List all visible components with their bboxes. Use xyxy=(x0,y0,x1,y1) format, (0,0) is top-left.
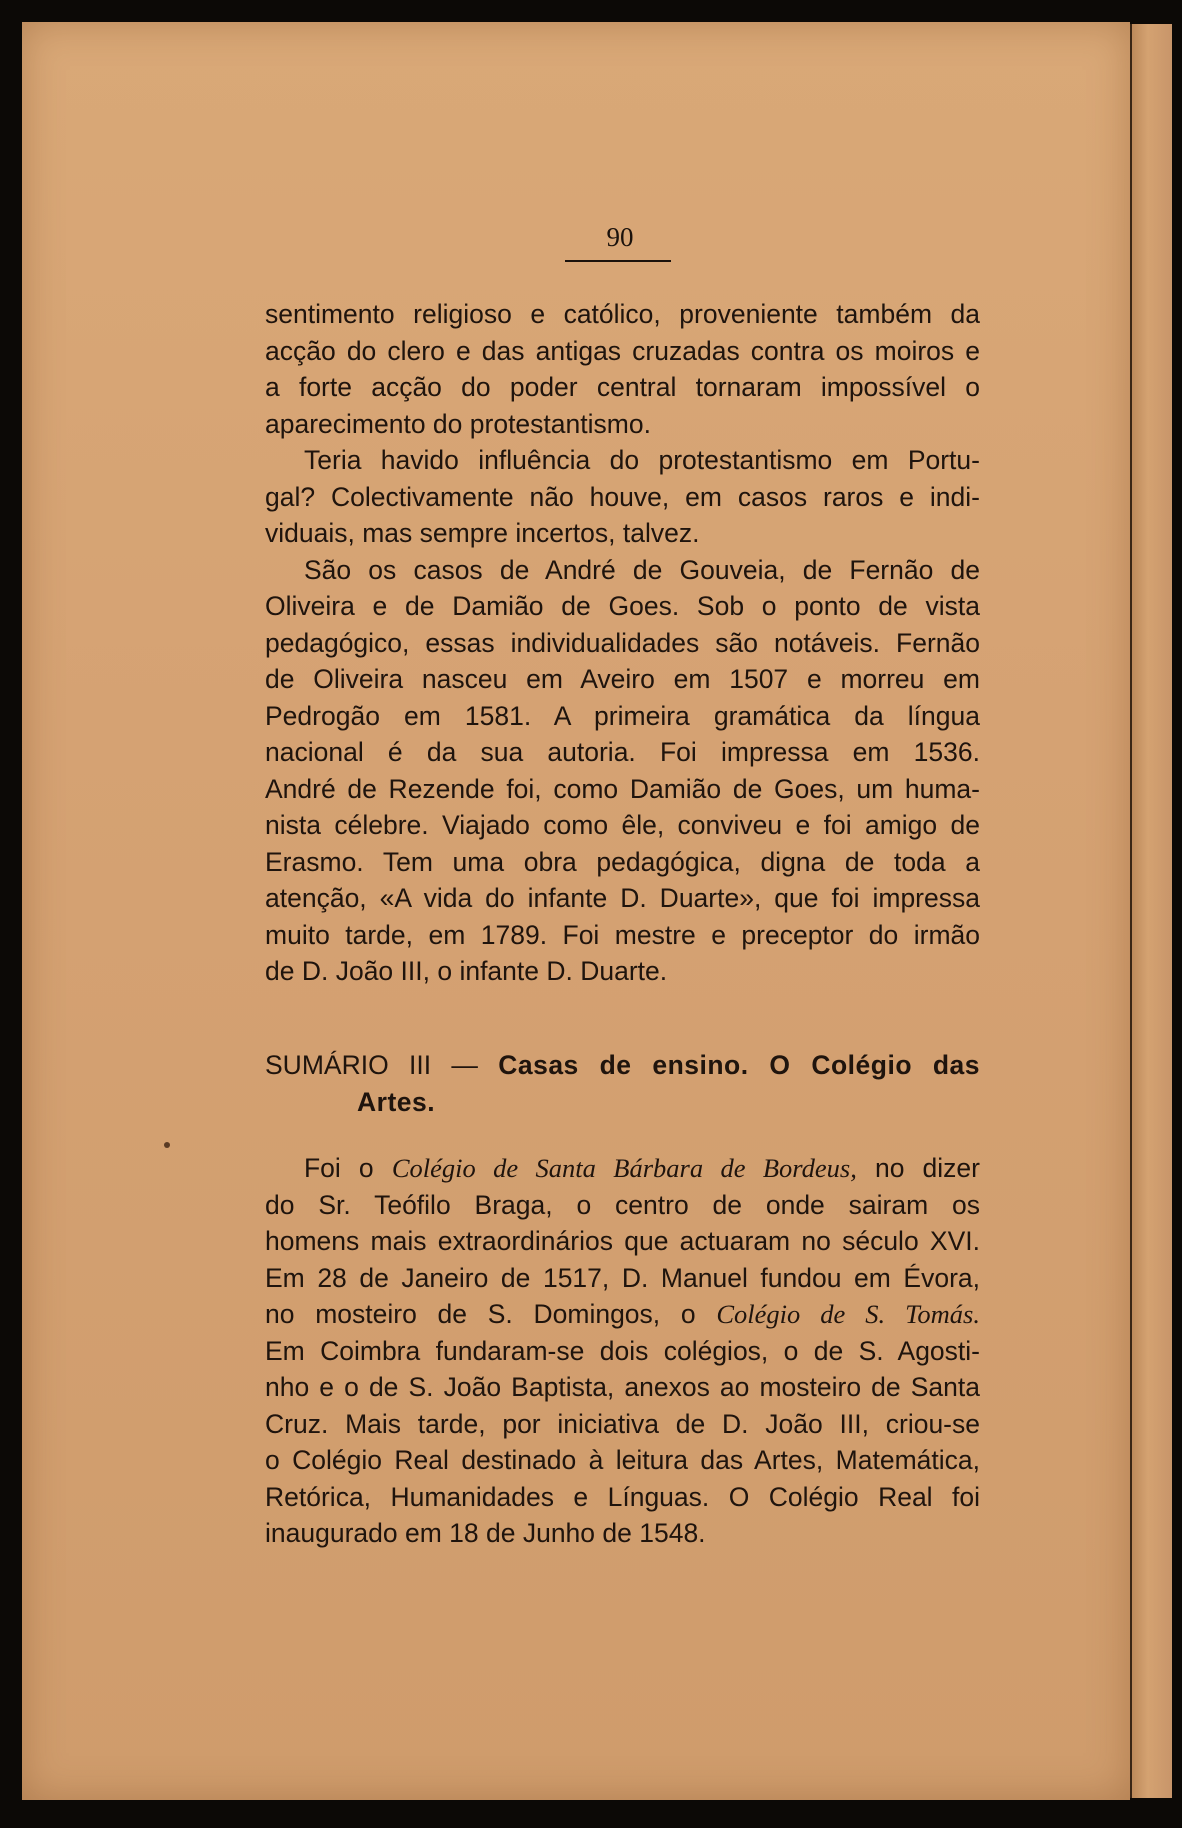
text-line: aparecimento do protestantismo. xyxy=(265,408,651,439)
page-number: 90 xyxy=(606,222,634,252)
summary-label: SUMÁRIO III — xyxy=(265,1050,478,1080)
text-line xyxy=(265,1296,980,1333)
text-line: de Oliveira nasceu em Aveiro em 1507 e morreu em xyxy=(265,664,980,694)
text-line: André de Rezende foi, como Damião de Goes, um huma- xyxy=(265,773,980,804)
text-line: Em Coimbra fundaram-se dois colégios, o de S. Agosti- xyxy=(265,1335,980,1366)
text-line: viduais, mas sempre incertos, talvez. xyxy=(265,518,700,548)
summary-line xyxy=(265,1047,980,1084)
text-line: do Sr. Teófilo Braga, o centro de onde sairam os xyxy=(265,1189,980,1220)
text-line: Cruz. Mais tarde, por iniciativa de D. João III, criou-se xyxy=(265,1408,980,1439)
text-line: de D. João III, o infante D. Duarte. xyxy=(265,956,668,986)
text-line: Oliveira e de Damião de Goes. Sob o ponto de vista xyxy=(265,591,980,621)
text-line: nacional é da sua autoria. Foi impressa em 1536. xyxy=(265,737,980,767)
text-fragment: no dizer xyxy=(874,1153,980,1183)
text-fragment: no mosteiro de S. Domingos, o xyxy=(265,1299,696,1329)
summary-title-continued: Artes. xyxy=(357,1086,436,1117)
text-line: muito tarde, em 1789. Foi mestre e preceptor do irmão xyxy=(265,919,980,950)
italic-title: Colégio de Santa Bárbara de Bordeus, xyxy=(391,1153,857,1183)
text-line: Retórica, Humanidades e Línguas. O Colégio Real foi xyxy=(265,1481,980,1512)
text-line: nho e o de S. João Baptista, anexos ao mosteiro de Santa xyxy=(265,1372,980,1402)
text-line xyxy=(265,1150,980,1187)
adjacent-page-edge xyxy=(1130,24,1172,1798)
margin-mark xyxy=(164,1142,170,1148)
text-line: sentimento religioso e católico, proveniente também da xyxy=(265,299,980,329)
text-line: atenção, «A vida do infante D. Duarte», que foi impressa xyxy=(265,883,980,913)
text-fragment: Foi o xyxy=(304,1153,374,1183)
text-line: Em 28 de Janeiro de 1517, D. Manuel fundou em Évora, xyxy=(265,1262,980,1293)
summary-title: Casas de ensino. O Colégio das xyxy=(498,1050,980,1080)
text-line: São os casos de André de Gouveia, de Fernão de xyxy=(304,554,980,585)
page-number-rule xyxy=(565,260,671,262)
summary-heading xyxy=(265,1047,980,1120)
text-line: a forte acção do poder central tornaram impossível o xyxy=(265,372,980,402)
text-line: homens mais extraordinários que actuaram no século XVI. xyxy=(265,1226,980,1256)
text-line: Pedrogão em 1581. A primeira gramática da língua xyxy=(265,700,980,731)
text-line: inaugurado em 18 de Junho de 1548. xyxy=(265,1518,706,1548)
text-line: pedagógico, essas individualidades são notáveis. Fernão xyxy=(265,627,980,658)
italic-title: Colégio de S. Tomás. xyxy=(716,1299,980,1329)
paragraph-religion xyxy=(265,296,980,990)
text-line: o Colégio Real destinado à leitura das Artes, Matemática, xyxy=(265,1445,980,1475)
text-line: Erasmo. Tem uma obra pedagógica, digna de toda a xyxy=(265,846,980,877)
text-line: nista célebre. Viajado como êle, conviveu e foi amigo de xyxy=(265,810,980,840)
text-line: gal? Colectivamente não houve, em casos raros e indi- xyxy=(265,481,980,512)
paragraph-colleges xyxy=(265,1150,980,1552)
text-line: Teria havido influência do protestantismo em Portu- xyxy=(304,445,980,475)
text-line: acção do clero e das antigas cruzadas contra os moiros e xyxy=(265,335,980,366)
